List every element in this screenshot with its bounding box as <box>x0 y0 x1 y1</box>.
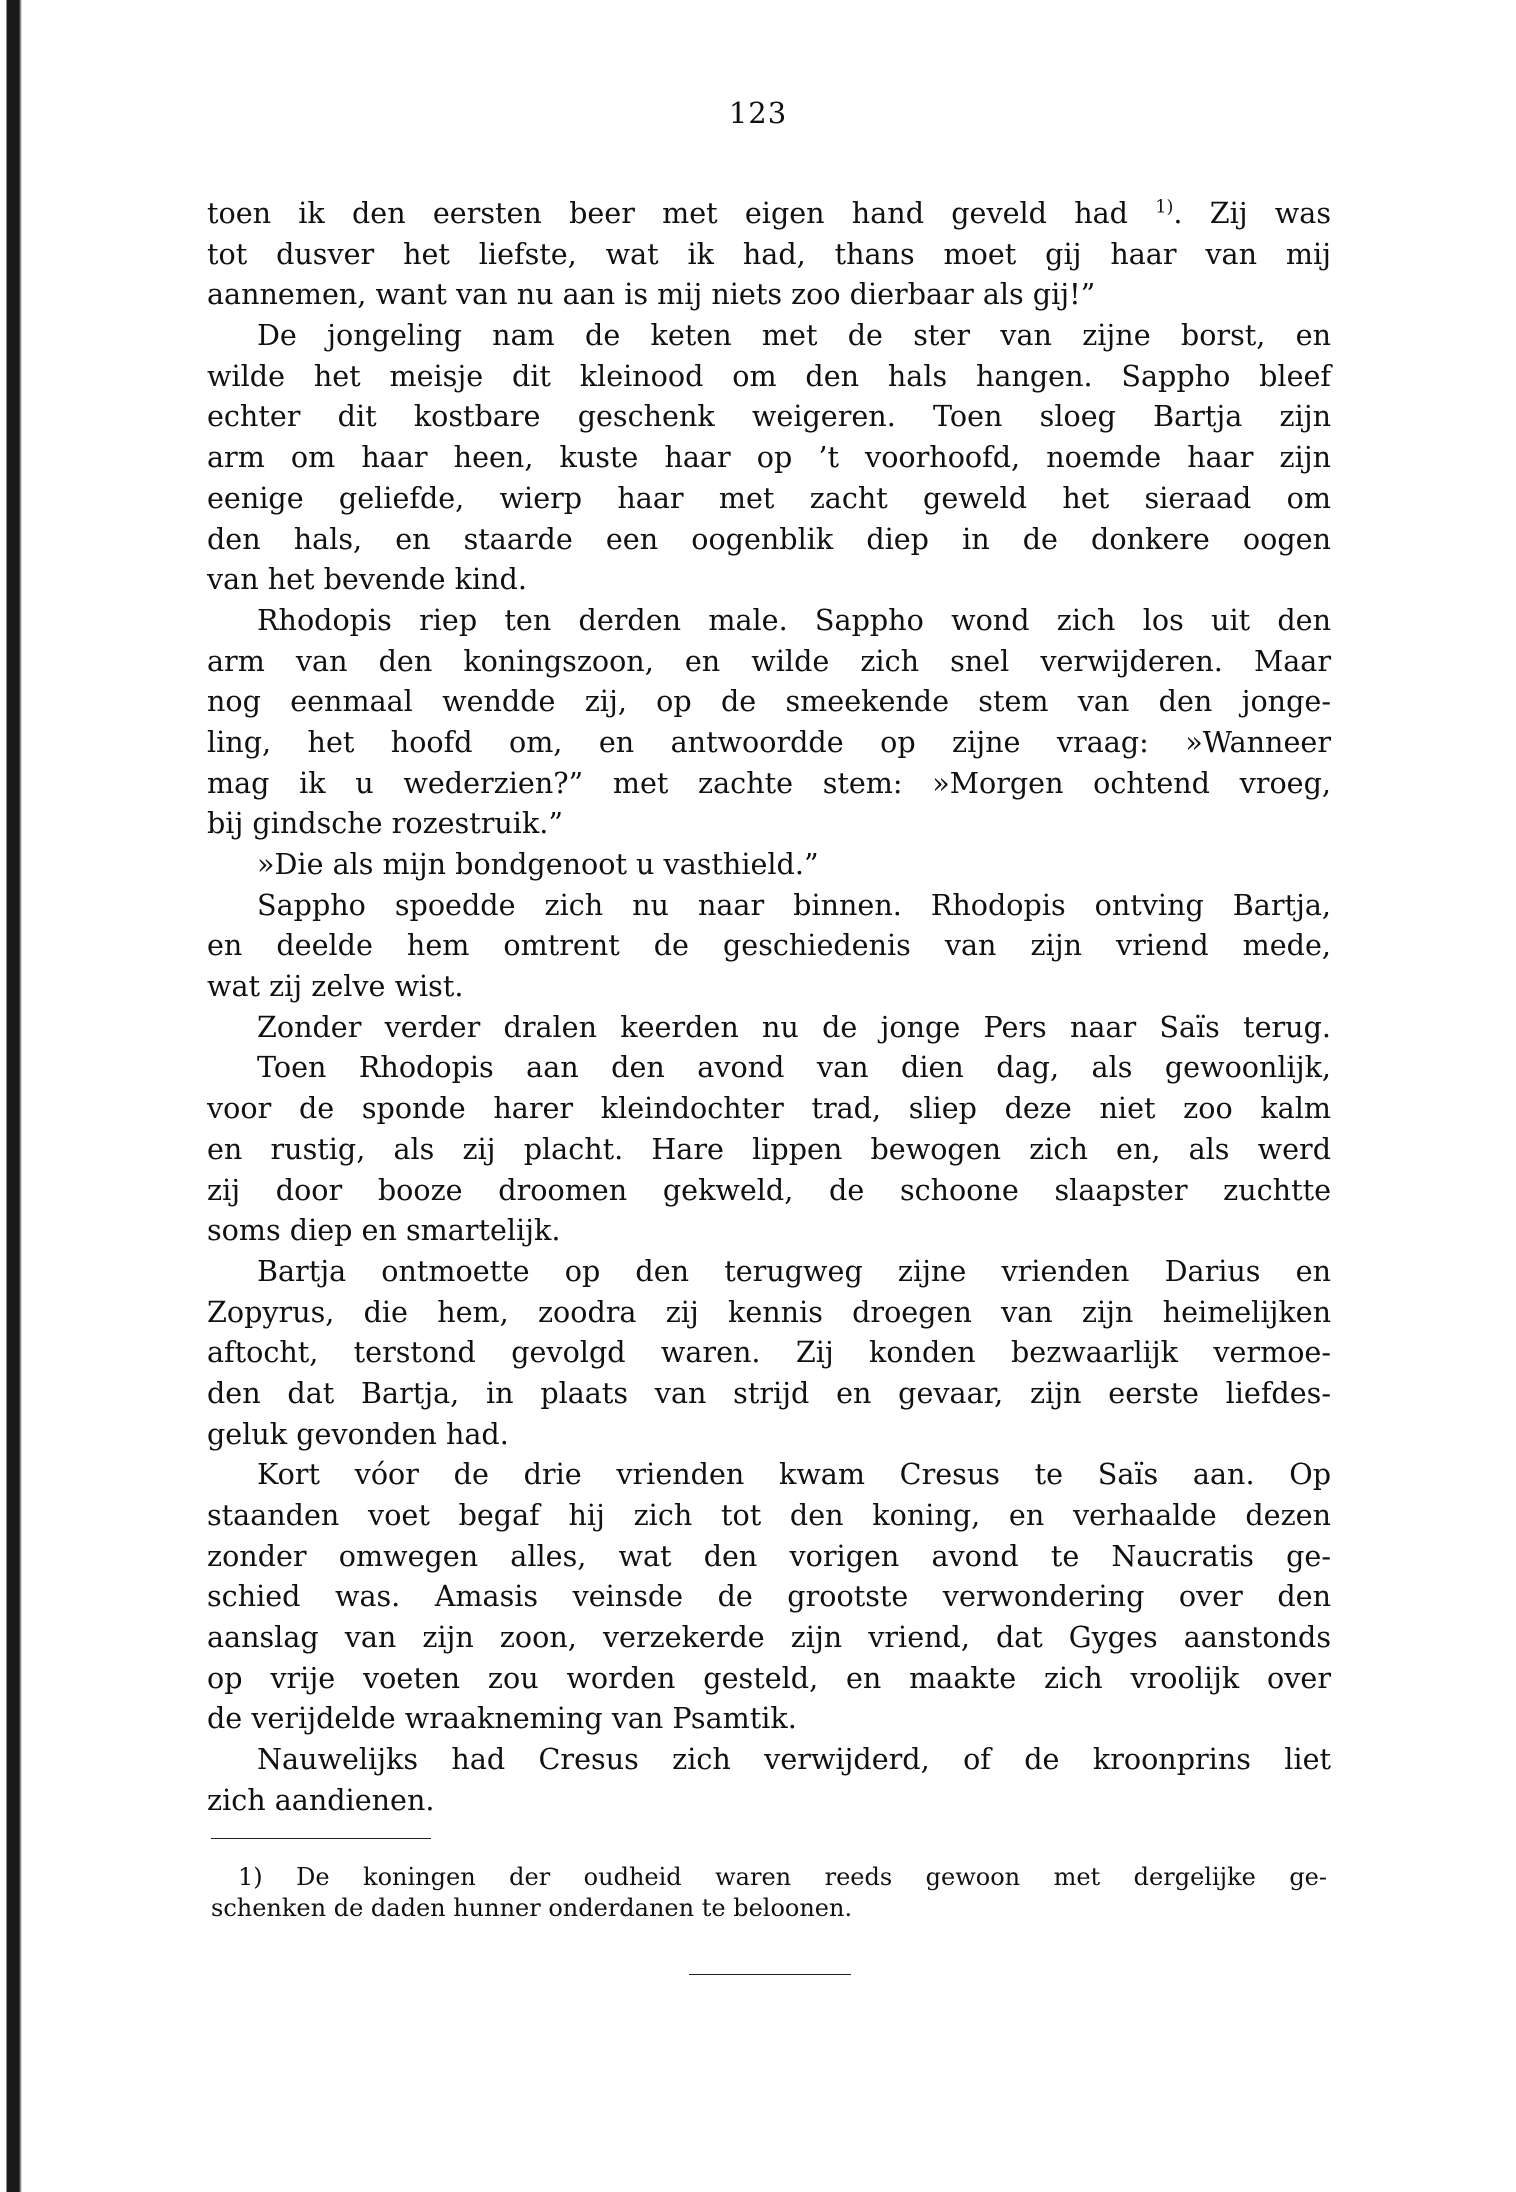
text-line: geluk gevonden had. <box>207 1416 509 1451</box>
body-text <box>207 193 1331 1821</box>
text-line: nog eenmaal wendde zij, op de smeekende stem van den jonge- <box>207 684 1331 719</box>
text-line: ling, het hoofd om, en antwoordde op zijne vraag: »Wanneer <box>207 724 1331 759</box>
footnote-ref: 1) <box>1155 197 1174 218</box>
page-number: 123 <box>728 96 788 130</box>
text-line: De jongeling nam de keten met de ster van zijne borst, en <box>257 318 1331 353</box>
text-line: wat zij zelve wist. <box>207 969 464 1004</box>
text-line: eenige geliefde, wierp haar met zacht geweld het sieraad om <box>207 480 1331 515</box>
text-line: en deelde hem omtrent de geschiedenis van zijn vriend mede, <box>207 928 1331 963</box>
text-line: voor de sponde harer kleindochter trad, sliep deze niet zoo kalm <box>207 1091 1331 1126</box>
text-line: mag ik u wederzien?” met zachte stem: »Morgen ochtend vroeg, <box>207 765 1331 800</box>
text-line: wilde het meisje dit kleinood om den hals hangen. Sappho bleef <box>207 358 1331 393</box>
text-line: arm van den koningszoon, en wilde zich snel verwijderen. Maar <box>207 643 1331 678</box>
text-line: aanslag van zijn zoon, verzekerde zijn vriend, dat Gyges aanstonds <box>207 1620 1331 1655</box>
text-line: staanden voet begaf hij zich tot den koning, en verhaalde dezen <box>207 1498 1331 1532</box>
text-line: schied was. Amasis veinsde de grootste verwondering over den <box>207 1579 1331 1614</box>
text-line: Bartja ontmoette op den terugweg zijne vrienden Darius en <box>257 1253 1331 1288</box>
text-line: toen ik den eersten beer met eigen hand geveld had $^{1)}$. Zij was <box>207 196 1332 230</box>
text-line: soms diep en smartelijk. <box>207 1213 561 1248</box>
footnote-line: 1) De koningen der oudheid waren reeds gewoon met dergelijke ge- <box>238 1863 1327 1891</box>
text-line: aftocht, terstond gevolgd waren. Zij konden bezwaarlijk vermoe- <box>207 1335 1331 1370</box>
text-line: aannemen, want van nu aan is mij niets zoo dierbaar als gij!” <box>207 277 1096 312</box>
text-line: Zopyrus, die hem, zoodra zij kennis droegen van zijn heimelijken <box>207 1294 1331 1329</box>
text-line: »Die als mijn bondgenoot u vasthield.” <box>257 847 819 881</box>
scan-binding-edge <box>0 0 46 2192</box>
text-line: zonder omwegen alles, wat den vorigen avond te Naucratis ge- <box>207 1538 1331 1573</box>
text-line: Sappho spoedde zich nu naar binnen. Rhodopis ontving Bartja, <box>257 887 1331 922</box>
text-line: zij door booze droomen gekweld, de schoone slaapster zuchtte <box>207 1172 1331 1207</box>
footnote-divider <box>211 1838 431 1839</box>
text-line: zich aandienen. <box>207 1782 435 1817</box>
text-line: echter dit kostbare geschenk weigeren. Toen sloeg Bartja zijn <box>207 399 1331 434</box>
text-line: Nauwelijks had Cresus zich verwijderd, of de kroonprins liet <box>257 1742 1331 1777</box>
text-line: den hals, en staarde een oogenblik diep in de donkere oogen <box>207 521 1331 556</box>
text-line: en rustig, als zij placht. Hare lippen bewogen zich en, als werd <box>207 1131 1331 1166</box>
text-line: den dat Bartja, in plaats van strijd en gevaar, zijn eerste liefdes- <box>207 1375 1331 1410</box>
text-line: arm om haar heen, kuste haar op ’t voorhoofd, noemde haar zijn <box>207 440 1331 475</box>
footnote <box>211 1862 1327 1924</box>
text-line: Zonder verder dralen keerden nu de jonge Pers naar Saïs terug. <box>257 1009 1331 1044</box>
end-divider <box>689 1974 851 1975</box>
text-line: Kort vóor de drie vrienden kwam Cresus te Saïs aan. Op <box>257 1457 1331 1492</box>
footnote-line: schenken de daden hunner onderdanen te beloonen. <box>211 1894 853 1922</box>
text-line: tot dusver het liefste, wat ik had, thans moet gij haar van mij <box>207 236 1331 271</box>
text-line: van het bevende kind. <box>207 562 527 597</box>
text-line: de verijdelde wraakneming van Psamtik. <box>207 1701 797 1736</box>
text-line: op vrije voeten zou worden gesteld, en maakte zich vroolijk over <box>207 1660 1331 1695</box>
text-line: bij gindsche rozestruik.” <box>207 806 563 841</box>
text-line: Rhodopis riep ten derden male. Sappho wond zich los uit den <box>257 602 1331 637</box>
text-line: Toen Rhodopis aan den avond van dien dag, als gewoonlijk, <box>257 1050 1331 1085</box>
